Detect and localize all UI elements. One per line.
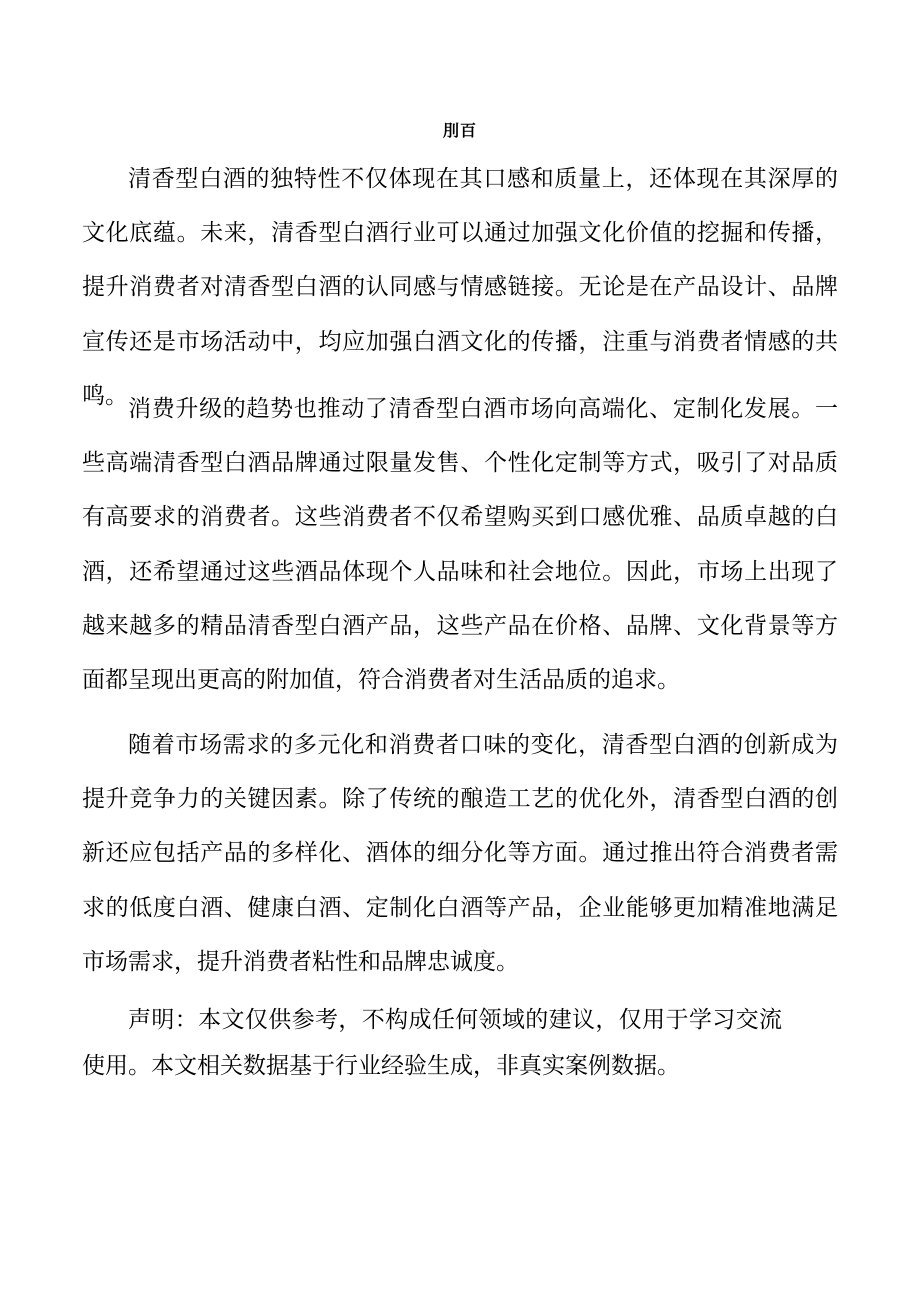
paragraph-consumption-upgrade: 消费升级的趋势也推动了清香型白酒市场向高端化、定制化发展。一些高端清香型白酒品牌通过限量发售、个性化定制等方式，吸引了对品质有高要求的消费者。这些消费者不仅希望购买到口感优雅、品质卓越的白酒，还希望通过这些酒品体现个人品味和社会地位。因此，市场上出现了越来越多的精品清香型白酒产品，这些产品在价格、品牌、文化背景等方面都呈现出更高的附加值，符合消费者对生活品质的追求。 — [82, 396, 838, 694]
paragraph-innovation: 随着市场需求的多元化和消费者口味的变化，清香型白酒的创新成为提升竞争力的关键因素。除了传统的酿造工艺的优化外，清香型白酒的创新还应包括产品的多样化、酒体的细分化等方面。通过推出符合消费者需求的低度白酒、健康白酒、定制化白酒等产品，企业能够更加精准地满足市场需求，提升消费者粘性和品牌忠诚度。 — [82, 732, 838, 975]
disclaimer-paragraph: 声明：本文仅供参考，不构成任何领域的建议，仅用于学习交流使用。本文相关数据基于行业经验生成，非真实案例数据。 — [82, 1007, 782, 1079]
paragraph-culture: 清香型白酒的独特性不仅体现在其口感和质量上，还体现在其深厚的文化底蕴。未来，清香型白酒行业可以通过加强文化价值的挖掘和传播，提升消费者对清香型白酒的认同感与情感链接。无论是在产品设计、品牌宣传还是市场活动中，均应加强白酒文化的传播，注重与消费者情感的共鸣。 — [82, 166, 838, 409]
page-title: 刖百 — [442, 121, 477, 140]
